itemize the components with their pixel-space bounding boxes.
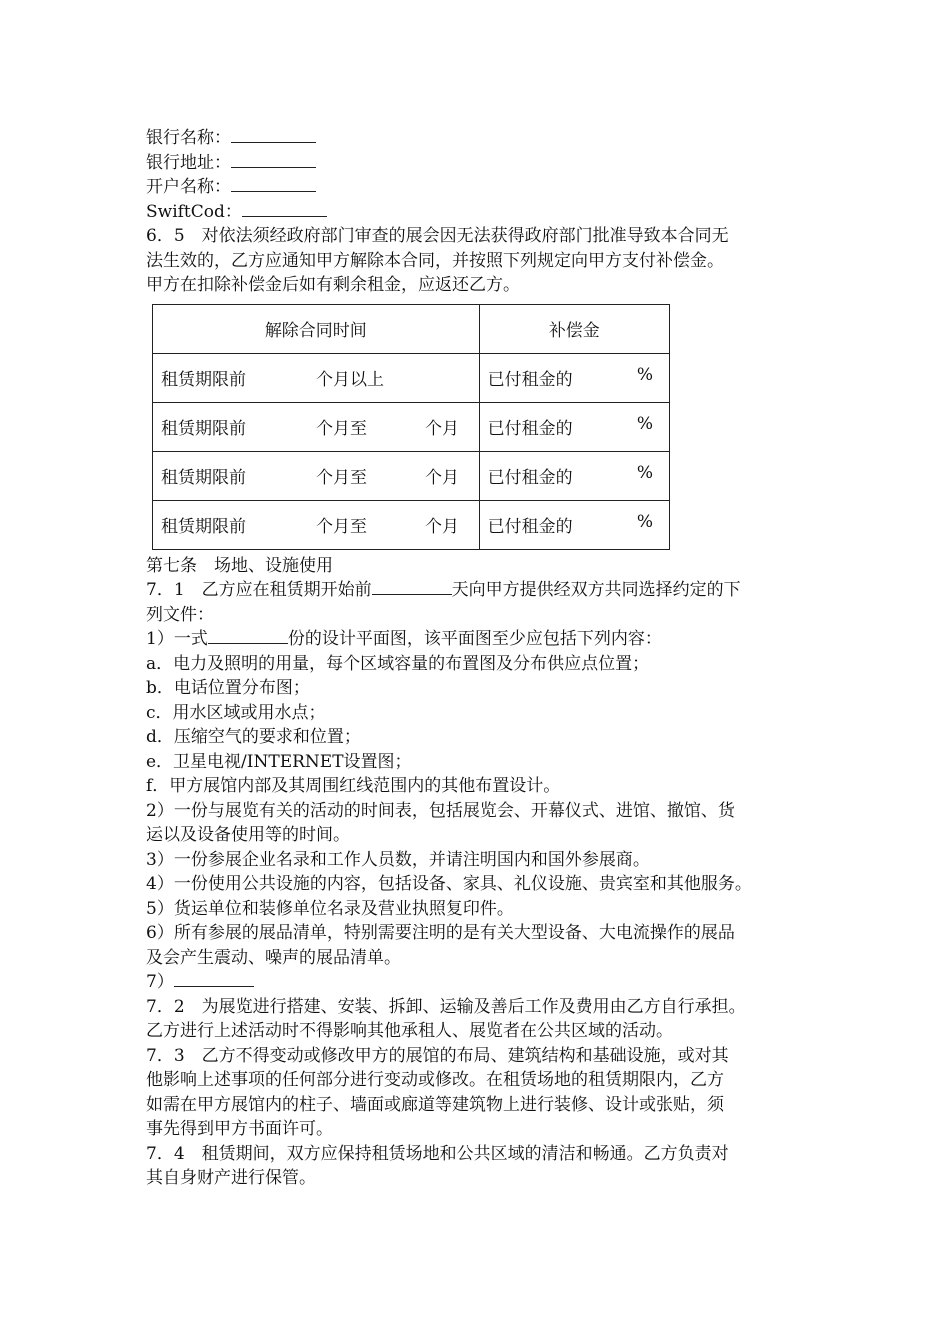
clause-7-1-line: 7．1 乙方应在租赁期开始前 天向甲方提供经双方共同选择约定的下 <box>146 580 741 600</box>
clause-line: 事先得到甲方书面许可。 <box>146 1119 333 1139</box>
table-header-row <box>153 304 670 353</box>
swift-line <box>146 200 826 225</box>
list-item: 及会产生震动、噪声的展品清单。 <box>146 947 401 968</box>
sub-item: d．压缩空气的要求和位置； <box>146 727 361 747</box>
sub-item: b．电话位置分布图； <box>146 678 310 698</box>
sub-item: a．电力及照明的用量，每个区域容量的布置图及分布供应点位置； <box>146 653 650 674</box>
clause-line: 其自身财产进行保管。 <box>146 1168 316 1188</box>
account-name-line <box>146 175 826 200</box>
header-compensation: 补偿金 <box>479 304 669 353</box>
copies-blank <box>208 627 288 644</box>
bank-name-blank <box>231 126 316 143</box>
compensation-cell: 已付租金的 % <box>479 353 669 402</box>
clause-line: 如需在甲方展馆内的柱子、墙面或廊道等建筑物上进行装修、设计或张贴，须 <box>146 1094 724 1115</box>
compensation-cell: 已付租金的 % <box>479 500 669 549</box>
article-7-title: 第七条 场地、设施使用 <box>146 555 333 576</box>
clause-6-5-line: 6．5 对依法须经政府部门审查的展会因无法获得政府部门批准导致本合同无 <box>146 226 729 246</box>
bank-name-label: 银行名称： <box>146 128 231 148</box>
bank-name-line <box>146 126 826 151</box>
table-row <box>153 500 670 549</box>
bank-address-blank <box>231 151 316 168</box>
clause-7-1-line: 列文件： <box>146 604 214 625</box>
clause-line: 乙方进行上述活动时不得影响其他承租人、展览者在公共区域的活动。 <box>146 1021 673 1041</box>
swift-blank <box>242 200 327 217</box>
list-item: 3）一份参展企业名录和工作人员数，并请注明国内和国外参展商。 <box>146 849 650 870</box>
clause-line: 他影响上述事项的任何部分进行变动或修改。在租赁场地的租赁期限内，乙方 <box>146 1070 724 1090</box>
sub-item: c．用水区域或用水点； <box>146 702 326 723</box>
compensation-cell: 已付租金的 % <box>479 402 669 451</box>
swift-label: SwiftCod： <box>146 201 242 222</box>
account-name-label: 开户名称： <box>146 177 231 197</box>
bank-address-label: 银行地址： <box>146 152 231 173</box>
list-item: 2）一份与展览有关的活动的时间表，包括展览会、开幕仪式、进馆、撤馆、货 <box>146 800 735 821</box>
list-item: 7） <box>146 970 826 995</box>
header-termination-time: 解除合同时间 <box>153 304 480 353</box>
clause-line: 7．3 乙方不得变动或修改甲方的展馆的布局、建筑结构和基础设施，或对其 <box>146 1045 729 1066</box>
termination-cell: 租赁期限前 个月至 个月 <box>153 451 480 500</box>
termination-cell: 租赁期限前 个月以上 <box>153 353 480 402</box>
clause-6-5-line: 法生效的，乙方应通知甲方解除本合同，并按照下列规定向甲方支付补偿金。 <box>146 250 724 271</box>
compensation-table <box>152 304 670 550</box>
list-item: 6）所有参展的展品清单，特别需要注明的是有关大型设备、大电流操作的展品 <box>146 923 735 943</box>
contract-page <box>146 126 826 1191</box>
table-row <box>153 353 670 402</box>
sub-item: e．卫星电视/INTERNET设置图； <box>146 751 412 772</box>
list-item: 运以及设备使用等的时间。 <box>146 825 350 845</box>
table-row <box>153 402 670 451</box>
account-name-blank <box>231 175 316 192</box>
sub-item: f．甲方展馆内部及其周围红线范围内的其他布置设计。 <box>146 776 561 796</box>
compensation-cell: 已付租金的 % <box>479 451 669 500</box>
bank-address-line <box>146 151 826 176</box>
clause-6-5-line: 甲方在扣除补偿金后如有剩余租金，应返还乙方。 <box>146 275 520 295</box>
table-row <box>153 451 670 500</box>
item-7-blank <box>174 970 254 987</box>
days-blank <box>372 578 452 595</box>
list-item: 5）货运单位和装修单位名录及营业执照复印件。 <box>146 898 514 919</box>
clause-line: 7．4 租赁期间，双方应保持租赁场地和公共区域的清洁和畅通。乙方负责对 <box>146 1143 729 1164</box>
list-item: 4）一份使用公共设施的内容，包括设备、家具、礼仪设施、贵宾室和其他服务。 <box>146 874 752 894</box>
clause-line: 7．2 为展览进行搭建、安装、拆卸、运输及善后工作及费用由乙方自行承担。 <box>146 996 746 1017</box>
list-item: 1）一式 份的设计平面图，该平面图至少应包括下列内容： <box>146 629 662 649</box>
termination-cell: 租赁期限前 个月至 个月 <box>153 402 480 451</box>
termination-cell: 租赁期限前 个月至 个月 <box>153 500 480 549</box>
